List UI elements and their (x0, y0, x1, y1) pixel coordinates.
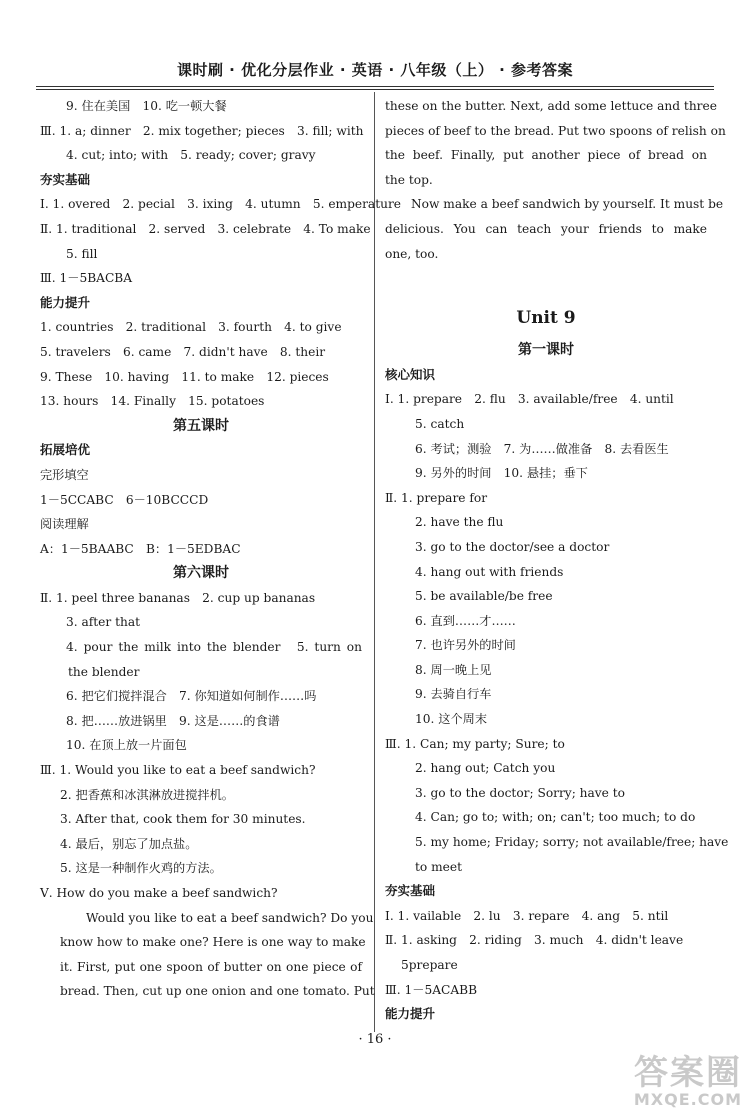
answer-line: 4. cut; into; with 5. ready; cover; gravy (66, 148, 316, 163)
answer-line: Ⅱ. 1. prepare for (385, 490, 488, 505)
answer-line: A：1－5BAABC B：1－5EDBAC (40, 541, 241, 556)
answer-line: 4. 最后，别忘了加点盐。 (60, 836, 198, 851)
answer-line: 4. hang out with friends (415, 564, 564, 579)
answer-line: 3. go to the doctor/see a doctor (415, 539, 610, 554)
answer-line: 10. 在顶上放一片面包 (66, 738, 187, 753)
answer-line: 6. 考试；测验 7. 为……做准备 8. 去看医生 (415, 441, 669, 456)
answer-line: 5. catch (415, 416, 465, 431)
answer-line: 2. have the flu (415, 515, 504, 530)
answer-line: 9. 另外的时间 10. 悬挂；垂下 (415, 466, 588, 481)
column-divider (374, 92, 375, 1032)
answer-line: 9. These 10. having 11. to make 12. pieces (40, 369, 329, 384)
answer-line: 6. 把它们搅拌混合 7. 你知道如何制作……吗 (66, 689, 317, 704)
passage-line: bread. Then, cut up one onion and one tomato. Put (60, 984, 375, 999)
answer-line: Ⅲ. 1. Would you like to eat a beef sandwich? (40, 763, 316, 778)
section-heading: 拓展培优 (40, 442, 91, 458)
left-column (40, 94, 401, 1004)
answer-line: 3. after that (66, 615, 140, 630)
answer-line: 5. my home; Friday; sorry; not available/free; have (415, 835, 729, 850)
answer-line: to meet (415, 859, 462, 874)
watermark-cn: 答案圈 (634, 1053, 742, 1093)
header-rule-thin (36, 89, 714, 90)
passage-line: Now make a beef sandwich by yourself. It must be (411, 197, 724, 212)
passage-line: these on the butter. Next, add some lettuce and three (385, 99, 717, 113)
watermark-en: MXQE.COM (633, 1090, 742, 1109)
answer-line: 7. 也许另外的时间 (415, 638, 516, 653)
answer-line: 2. hang out; Catch you (415, 761, 556, 776)
answer-line: 3. go to the doctor; Sorry; have to (415, 785, 625, 800)
answer-line: 13. hours 14. Finally 15. potatoes (40, 394, 265, 409)
unit-title: Unit 9 (516, 308, 576, 329)
answer-line: Ⅲ. 1－5ACABB (385, 982, 478, 997)
answer-line: Ⅰ. 1. overed 2. pecial 3. ixing 4. utumn 5. emperature (40, 197, 401, 212)
lesson-heading: 第六课时 (173, 565, 229, 582)
passage-line: the beef. Finally, put another piece of bread on (385, 148, 707, 163)
passage-line: it. First, put one spoon of butter on one piece of (60, 959, 362, 974)
section-heading: 能力提升 (40, 294, 91, 310)
answer-line: 5. fill (66, 246, 98, 261)
answer-line: Ⅲ. 1. a; dinner 2. mix together; pieces 3. fill; with (40, 123, 364, 138)
spacer (385, 266, 707, 286)
section-heading: 核心知识 (385, 366, 436, 382)
answer-line: 阅读理解 (40, 517, 89, 532)
passage-line: Would you like to eat a beef sandwich? Do you (86, 910, 374, 925)
answer-line: 完形填空 (40, 467, 89, 482)
passage-line: delicious. You can teach your friends to make (385, 221, 707, 236)
answer-line: Ⅱ. 1. asking 2. riding 3. much 4. didn't leave (385, 933, 684, 948)
answer-line: 6. 直到……才…… (415, 613, 516, 628)
answer-line: Ⅱ. 1. peel three bananas 2. cup up bananas (40, 590, 316, 605)
answer-line: 10. 这个周末 (415, 712, 488, 727)
passage-line: pieces of beef to the bread. Put two spoons of relish on (385, 123, 726, 138)
answer-line: Ⅰ. 1. vailable 2. lu 3. repare 4. ang 5. ntil (385, 908, 669, 923)
watermark-logo (592, 1055, 742, 1111)
answer-line: 9. 去骑自行车 (415, 687, 492, 702)
answer-line: 8. 周一晚上见 (415, 662, 492, 677)
section-heading: 夯实基础 (385, 883, 436, 899)
answer-line: 5. be available/be free (415, 589, 553, 604)
answer-line: 3. After that, cook them for 30 minutes. (60, 812, 306, 827)
answer-line: 4. Can; go to; with; on; can't; too much; to do (415, 810, 696, 825)
answer-line: 1－5CCABC 6－10BCCCD (40, 492, 209, 507)
answer-line: Ⅰ. 1. prepare 2. flu 3. available/free 4. until (385, 392, 674, 407)
answer-line: the blender (68, 664, 140, 679)
answer-line: 8. 把……放进锅里 9. 这是……的食谱 (66, 713, 280, 728)
answer-line: Ⅲ. 1. Can; my party; Sure; to (385, 736, 565, 751)
page-number: · 16 · (358, 1032, 392, 1047)
passage-line: know how to make one? Here is one way to make (60, 935, 366, 950)
lesson-heading: 第一课时 (518, 342, 574, 359)
passage-line: one, too. (385, 246, 439, 261)
answer-line: 5prepare (401, 958, 458, 972)
section-heading: 夯实基础 (40, 171, 91, 187)
answer-line: Ⅲ. 1－5BACBA (40, 271, 133, 286)
right-column (385, 94, 729, 1027)
header-rule (36, 86, 714, 87)
answer-line: 5. travelers 6. came 7. didn't have 8. their (40, 344, 326, 359)
section-heading: 能力提升 (385, 1006, 436, 1022)
answer-line: Ⅱ. 1. traditional 2. served 3. celebrate 4. To make (40, 221, 371, 236)
passage-line: the top. (385, 172, 433, 187)
page-header: 课时刷 · 优化分层作业 · 英语 · 八年级（上） · 参考答案 (176, 61, 574, 79)
answer-line: 1. countries 2. traditional 3. fourth 4. to give (40, 320, 342, 335)
answer-line: Ⅴ. How do you make a beef sandwich? (40, 886, 278, 900)
lesson-heading: 第五课时 (173, 417, 229, 434)
answer-line: 5. 这是一种制作火鸡的方法。 (60, 861, 222, 876)
answer-line: 9. 住在美国 10. 吃一顿大餐 (66, 99, 227, 113)
answer-line: 4. pour the milk into the blender 5. turn on (66, 640, 362, 655)
answer-line: 2. 把香蕉和冰淇淋放进搅拌机。 (60, 787, 234, 802)
